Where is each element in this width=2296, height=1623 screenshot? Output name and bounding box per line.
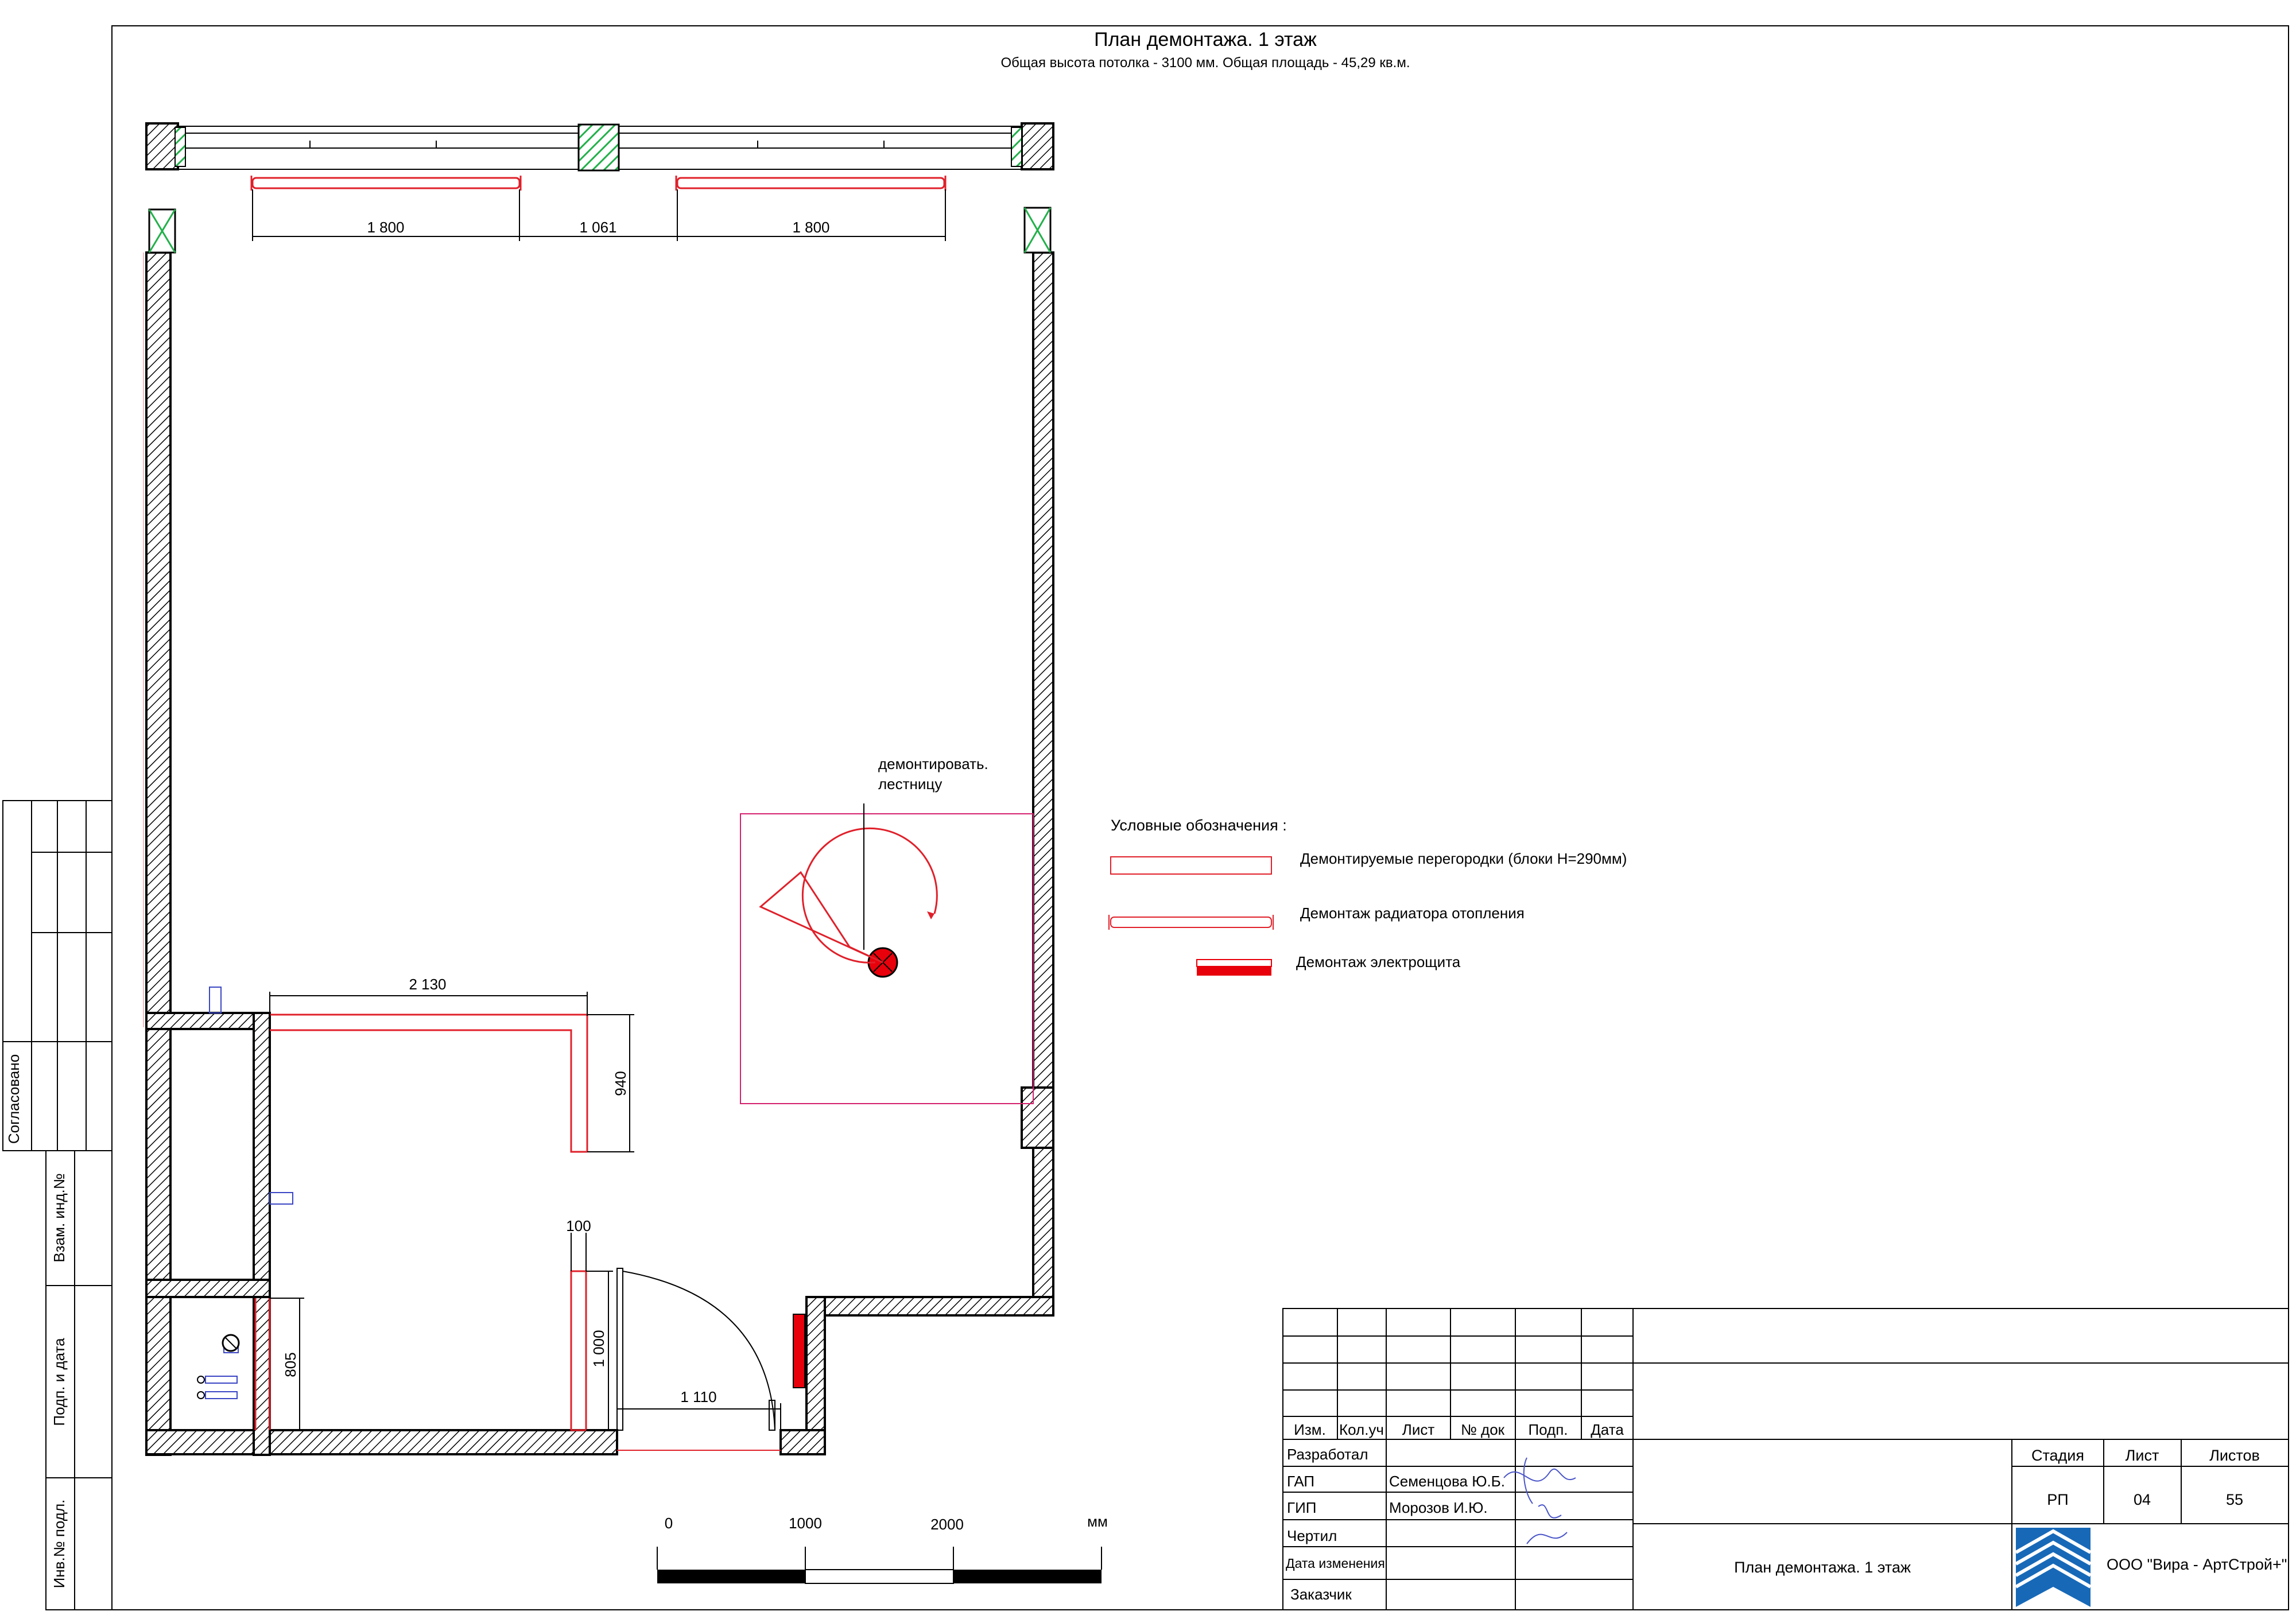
stair-note-1: демонтировать. bbox=[878, 755, 988, 772]
tb-role-developed: Разработал bbox=[1287, 1446, 1368, 1463]
legend-label-partition: Демонтируемые перегородки (блоки Н=290мм) bbox=[1300, 850, 1627, 867]
stamp-replace-inv: Взам. инд.№ bbox=[51, 1173, 68, 1263]
dim-window-gap: 1 061 bbox=[579, 219, 617, 236]
stamp-inv-orig: Инв.№ подл. bbox=[51, 1499, 68, 1589]
dim-wc-depth: 805 bbox=[282, 1352, 299, 1377]
tb-col-sign: Подп. bbox=[1528, 1421, 1568, 1438]
scale-tick-1000: 1000 bbox=[789, 1515, 822, 1532]
scale-unit: мм bbox=[1087, 1513, 1108, 1530]
legend bbox=[1109, 817, 1627, 976]
plumbing bbox=[205, 987, 293, 1399]
spiral-staircase bbox=[761, 803, 937, 977]
wc-fixtures bbox=[197, 1335, 239, 1399]
tb-sheets-value: 55 bbox=[2225, 1491, 2244, 1508]
page-title: План демонтажа. 1 этаж bbox=[1094, 29, 1317, 51]
legend-title: Условные обозначения : bbox=[1111, 817, 1287, 834]
tb-sheet-value: 04 bbox=[2133, 1491, 2151, 1508]
stamp-agreed: Согласовано bbox=[5, 1054, 22, 1144]
partition-dimensions bbox=[270, 992, 634, 1152]
tb-role-changed: Дата изменения bbox=[1286, 1556, 1385, 1571]
stair-note-2: лестницу bbox=[878, 775, 943, 793]
legend-swatch-partition bbox=[1111, 857, 1271, 874]
dim-partition-height: 940 bbox=[612, 1071, 629, 1096]
tb-col-kol: Кол.уч bbox=[1339, 1421, 1384, 1438]
demolished-partition-door bbox=[571, 1271, 586, 1430]
demolished-partition-l bbox=[270, 1015, 587, 1152]
tb-role-gap: ГАП bbox=[1287, 1473, 1315, 1490]
dim-partition-thickness: 100 bbox=[566, 1217, 591, 1234]
window-pillar-right bbox=[1011, 127, 1022, 166]
tb-company: ООО "Вира - АртСтрой+" bbox=[2107, 1556, 2287, 1573]
legend-swatch-radiator bbox=[1111, 917, 1271, 927]
tb-drawing-name: План демонтажа. 1 этаж bbox=[1734, 1559, 1911, 1576]
scale-bar bbox=[657, 1547, 1102, 1583]
window-pillar-center bbox=[579, 125, 619, 170]
tb-role-client: Заказчик bbox=[1290, 1586, 1352, 1603]
tb-role-gip: ГИП bbox=[1287, 1499, 1317, 1516]
tb-col-list: Лист bbox=[1402, 1421, 1435, 1438]
tb-col-izm: Изм. bbox=[1294, 1421, 1326, 1438]
tb-stage-value: РП bbox=[2047, 1491, 2069, 1508]
tb-role-drew: Чертил bbox=[1287, 1527, 1337, 1544]
page-subtitle: Общая высота потолка - 3100 мм. Общая площадь - 45,29 кв.м. bbox=[1000, 55, 1410, 71]
scale-tick-0: 0 bbox=[664, 1515, 673, 1532]
radiators bbox=[251, 176, 945, 191]
legend-label-radiator: Демонтаж радиатора отопления bbox=[1300, 904, 1525, 922]
stamp-sign-date: Подп. и дата bbox=[51, 1338, 68, 1426]
dim-window-left: 1 800 bbox=[367, 219, 405, 236]
tb-sheets-label: Листов bbox=[2209, 1447, 2260, 1464]
tb-name-gip: Морозов И.Ю. bbox=[1389, 1499, 1488, 1516]
scale-tick-2000: 2000 bbox=[930, 1516, 964, 1533]
tb-name-gap: Семенцова Ю.Б. bbox=[1389, 1473, 1505, 1490]
dim-partition-wall: 1 000 bbox=[590, 1330, 607, 1368]
door-dimensions bbox=[617, 1403, 781, 1435]
tb-sheet-label: Лист bbox=[2125, 1447, 2159, 1464]
tb-col-date: Дата bbox=[1591, 1421, 1624, 1438]
legend-label-panel: Демонтаж электрощита bbox=[1296, 953, 1461, 970]
dim-window-right: 1 800 bbox=[792, 219, 830, 236]
electrical-panel bbox=[793, 1314, 805, 1388]
entrance-door bbox=[617, 1268, 775, 1430]
tb-stage-label: Стадия bbox=[2031, 1447, 2085, 1464]
dim-partition-length: 2 130 bbox=[409, 976, 447, 993]
floor-plan bbox=[144, 123, 1053, 1455]
tb-col-doc: № док bbox=[1460, 1421, 1505, 1438]
legend-swatch-panel-top bbox=[1197, 960, 1271, 966]
dim-door-width: 1 110 bbox=[680, 1388, 717, 1405]
legend-swatch-panel bbox=[1197, 966, 1271, 976]
handwritten-signatures bbox=[1504, 1458, 1576, 1544]
window-pillar-left bbox=[175, 127, 185, 166]
company-logo bbox=[2016, 1528, 2091, 1607]
